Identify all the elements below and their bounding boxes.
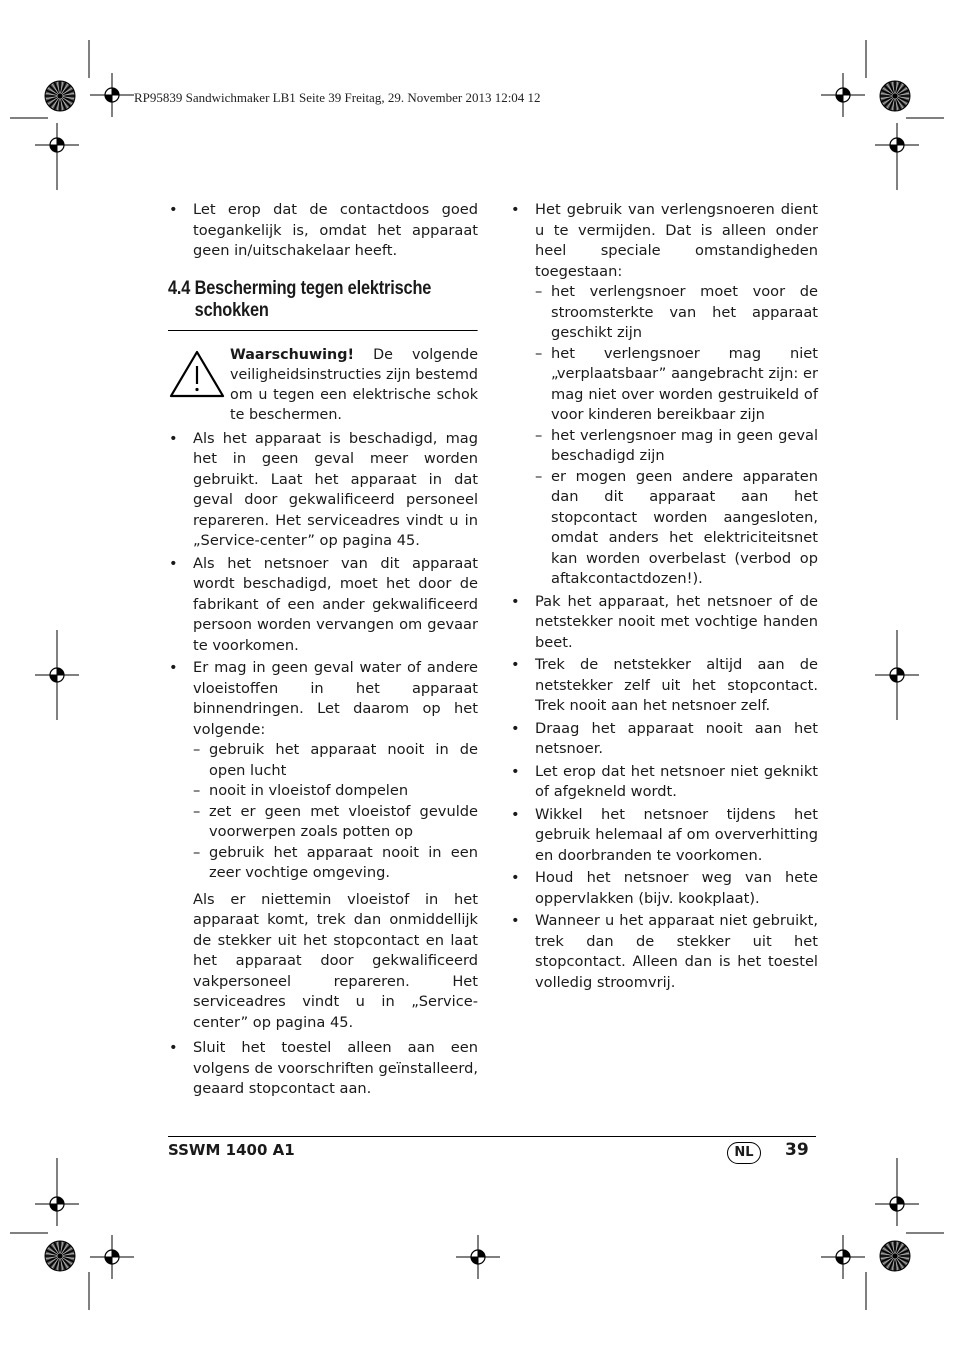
section-title-line1: Bescherming tegen elektrische (194, 277, 432, 299)
sub-list-item: – er mogen geen andere apparaten dan dit apparaat aan het stopcontact worden aangesloten, omdat anders het elektriciteitsnet kan worden overbelast (verbod op aftakcontactdozen!). (535, 467, 818, 590)
registration-mark-icon (35, 653, 79, 697)
color-calibration-target-icon (880, 1241, 910, 1271)
registration-mark-icon (35, 123, 79, 167)
list-item-text: • Het gebruik van verlengsnoeren dient u te vermijden. Dat is alleen onder heel speciale omstandigheden toegestaan: (535, 201, 818, 280)
sub-list-item: – zet er geen met vloeistof gevulde voorwerpen zoals potten op (193, 802, 478, 843)
registration-mark-icon (875, 1182, 919, 1226)
sub-list (193, 740, 478, 884)
list-item: • Houd het netsnoer weg van hete oppervlakken (bijv. kookplaat). (510, 868, 818, 909)
list-item-text: • Er mag in geen geval water of andere vloeistoffen in het apparaat binnendringen. Let daarom op het volgende: (193, 659, 478, 738)
sub-list-item: – het verlengsnoer moet voor de stroomsterkte van het apparaat geschikt zijn (535, 282, 818, 344)
list-item: • Trek de netstekker altijd aan de netstekker zelf uit het stopcontact. Trek nooit aan het netsnoer zelf. (510, 655, 818, 717)
registration-mark-icon (90, 73, 134, 117)
section-title-line2: schokken (194, 299, 269, 321)
color-calibration-target-icon (45, 81, 75, 111)
list-item: • Draag het apparaat nooit aan het netsnoer. (510, 719, 818, 760)
sub-list-item: – het verlengsnoer mag in geen geval beschadigd zijn (535, 426, 818, 467)
sub-list (535, 282, 818, 590)
list-item (510, 200, 818, 590)
language-badge: NL (727, 1142, 761, 1164)
list-item: • Wanneer u het apparaat niet gebruikt, trek dan de stekker uit het stopcontact. Alleen dan is het toestel volledig stroomvrij. (510, 911, 818, 993)
page-number: 39 (785, 1140, 809, 1160)
footer-divider (168, 1136, 816, 1137)
list-item: • Let erop dat het netsnoer niet geknikt of afgekneld wordt. (510, 762, 818, 803)
registration-mark-icon (456, 1235, 500, 1279)
sub-list-item: – nooit in vloeistof dompelen (193, 781, 478, 802)
color-calibration-target-icon (45, 1241, 75, 1271)
list-item: • Wikkel het netsnoer tijdens het gebruik helemaal af om oververhitting en doorbranden te voorkomen. (510, 805, 818, 867)
list-item: • Pak het apparaat, het netsnoer of de netstekker nooit met vochtige handen beet. (510, 592, 818, 654)
right-column (510, 200, 818, 995)
registration-mark-icon (821, 1235, 865, 1279)
sub-list-item: – gebruik het apparaat nooit in een zeer vochtige omgeving. (193, 843, 478, 884)
registration-mark-icon (35, 1182, 79, 1226)
list-item (168, 658, 478, 1033)
list-item: • Let erop dat de contactdoos goed toegankelijk is, omdat het apparaat geen in/uitschakelaar heeft. (168, 200, 478, 262)
footer-model: SSWM 1400 A1 (168, 1141, 295, 1159)
registration-mark-icon (821, 73, 865, 117)
list-item-paragraph: Als er niettemin vloeistof in het apparaat komt, trek dan onmiddellijk de stekker uit het stopcontact en laat het apparaat door gekwalificeerd vakpersoneel repareren. Het serviceadres vindt u in „Service-center” op pagina 45. (193, 890, 478, 1031)
section-number: 4.4 (168, 277, 191, 299)
registration-mark-icon (875, 653, 919, 697)
warning-box (168, 345, 478, 426)
left-column (168, 200, 478, 1102)
warning-body: De volgende veiligheidsinstructies zijn bestemd om u tegen een elektrische schok te beschermen. (230, 346, 478, 424)
color-calibration-target-icon (880, 81, 910, 111)
section-heading (168, 278, 478, 331)
warning-text (230, 345, 478, 426)
registration-mark-icon (875, 123, 919, 167)
print-header: RP95839 Sandwichmaker LB1 Seite 39 Freitag, 29. November 2013 12:04 12 (134, 90, 541, 105)
list-item: • Als het apparaat is beschadigd, mag het in geen geval meer worden gebruikt. Laat het apparaat in dat geval door gekwalificeerd personeel repareren. Het serviceadres vindt u in „Service-center” op pagina 45. (168, 429, 478, 552)
sub-list-item: – gebruik het apparaat nooit in de open lucht (193, 740, 478, 781)
warning-triangle-icon (168, 349, 230, 426)
registration-mark-icon (90, 1235, 134, 1279)
sub-list-item: – het verlengsnoer mag niet „verplaatsbaar” aangebracht zijn: er mag niet over worden gestruikeld of voor kinderen bereikbaar zijn (535, 344, 818, 426)
warning-label: Waarschuwing! (230, 346, 354, 363)
list-item: • Sluit het toestel alleen aan een volgens de voorschriften geïnstalleerd, geaard stopcontact aan. (168, 1038, 478, 1100)
list-item: • Als het netsnoer van dit apparaat wordt beschadigd, moet het door de fabrikant of een ander gekwalificeerd persoon worden vervangen om gevaar te voorkomen. (168, 554, 478, 657)
